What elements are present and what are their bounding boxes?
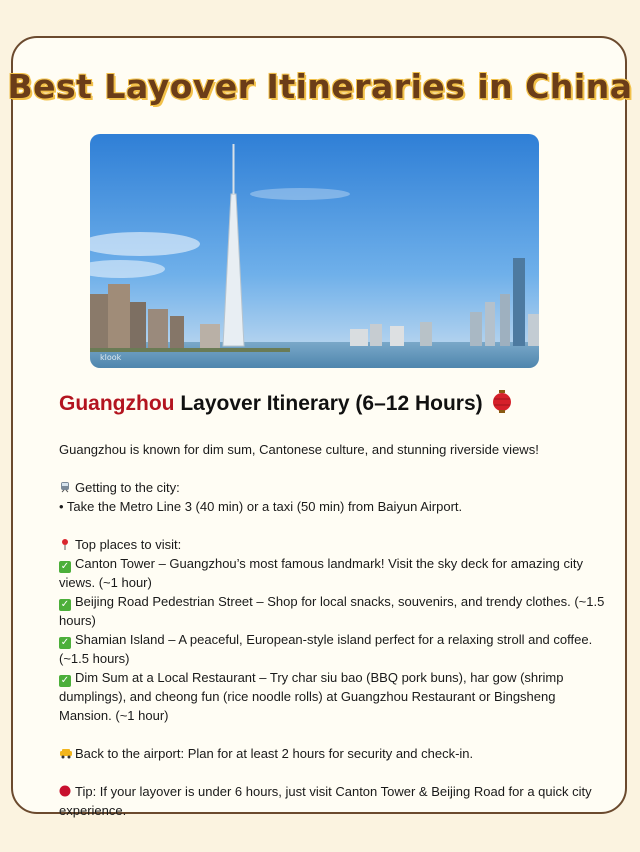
places-section [59,535,607,554]
getting-section [59,478,607,497]
check-icon: ✓ [60,561,70,572]
list-item: ✓ Dim Sum at a Local Restaurant – Try char siu bao (BBQ pork buns), har gow (shrimp dumplings), and cheong fun (rice noodle rolls) at Guangzhou Restaurant or Bingsheng Mansion. (~1 hour) [59,670,564,723]
canton-tower-photo [90,134,539,368]
tip-section [59,782,607,820]
lantern-icon [492,390,512,420]
heading-city: Guangzhou [59,392,175,415]
train-icon [59,479,71,491]
itinerary-heading [59,390,599,420]
places-label: Top places to visit: [75,537,182,552]
back-text: Back to the airport: Plan for at least 2 hours for security and check-in. [75,746,474,761]
list-item: ✓ Canton Tower – Guangzhou’s most famous landmark! Visit the sky deck for amazing city views. (~1 hour) [59,556,583,590]
getting-label: Getting to the city: [75,480,180,495]
list-item: ✓ Beijing Road Pedestrian Street – Shop for local snacks, souvenirs, and trendy clothes. (~1.5 hours) [59,594,605,628]
tip-text: Tip: If your layover is under 6 hours, just visit Canton Tower & Beijing Road for a quick city experience. [59,784,592,818]
check-icon: ✓ [60,637,70,648]
taxi-icon [59,745,71,757]
back-section [59,744,607,763]
itinerary-body [59,440,607,820]
red-circle-icon [59,783,71,795]
check-icon: ✓ [60,675,70,686]
heading-rest: Layover Itinerary (6–12 Hours) [180,392,483,415]
intro-text: Guangzhou is known for dim sum, Cantonese culture, and stunning riverside views! [59,442,539,457]
pin-icon [59,536,71,548]
page-title: Best Layover Itineraries in China [7,67,633,106]
getting-detail: • Take the Metro Line 3 (40 min) or a taxi (50 min) from Baiyun Airport. [59,499,463,514]
watermark: klook [100,353,122,362]
list-item: ✓ Shamian Island – A peaceful, European-style island perfect for a relaxing stroll and coffee. (~1.5 hours) [59,632,593,666]
check-icon: ✓ [60,599,70,610]
